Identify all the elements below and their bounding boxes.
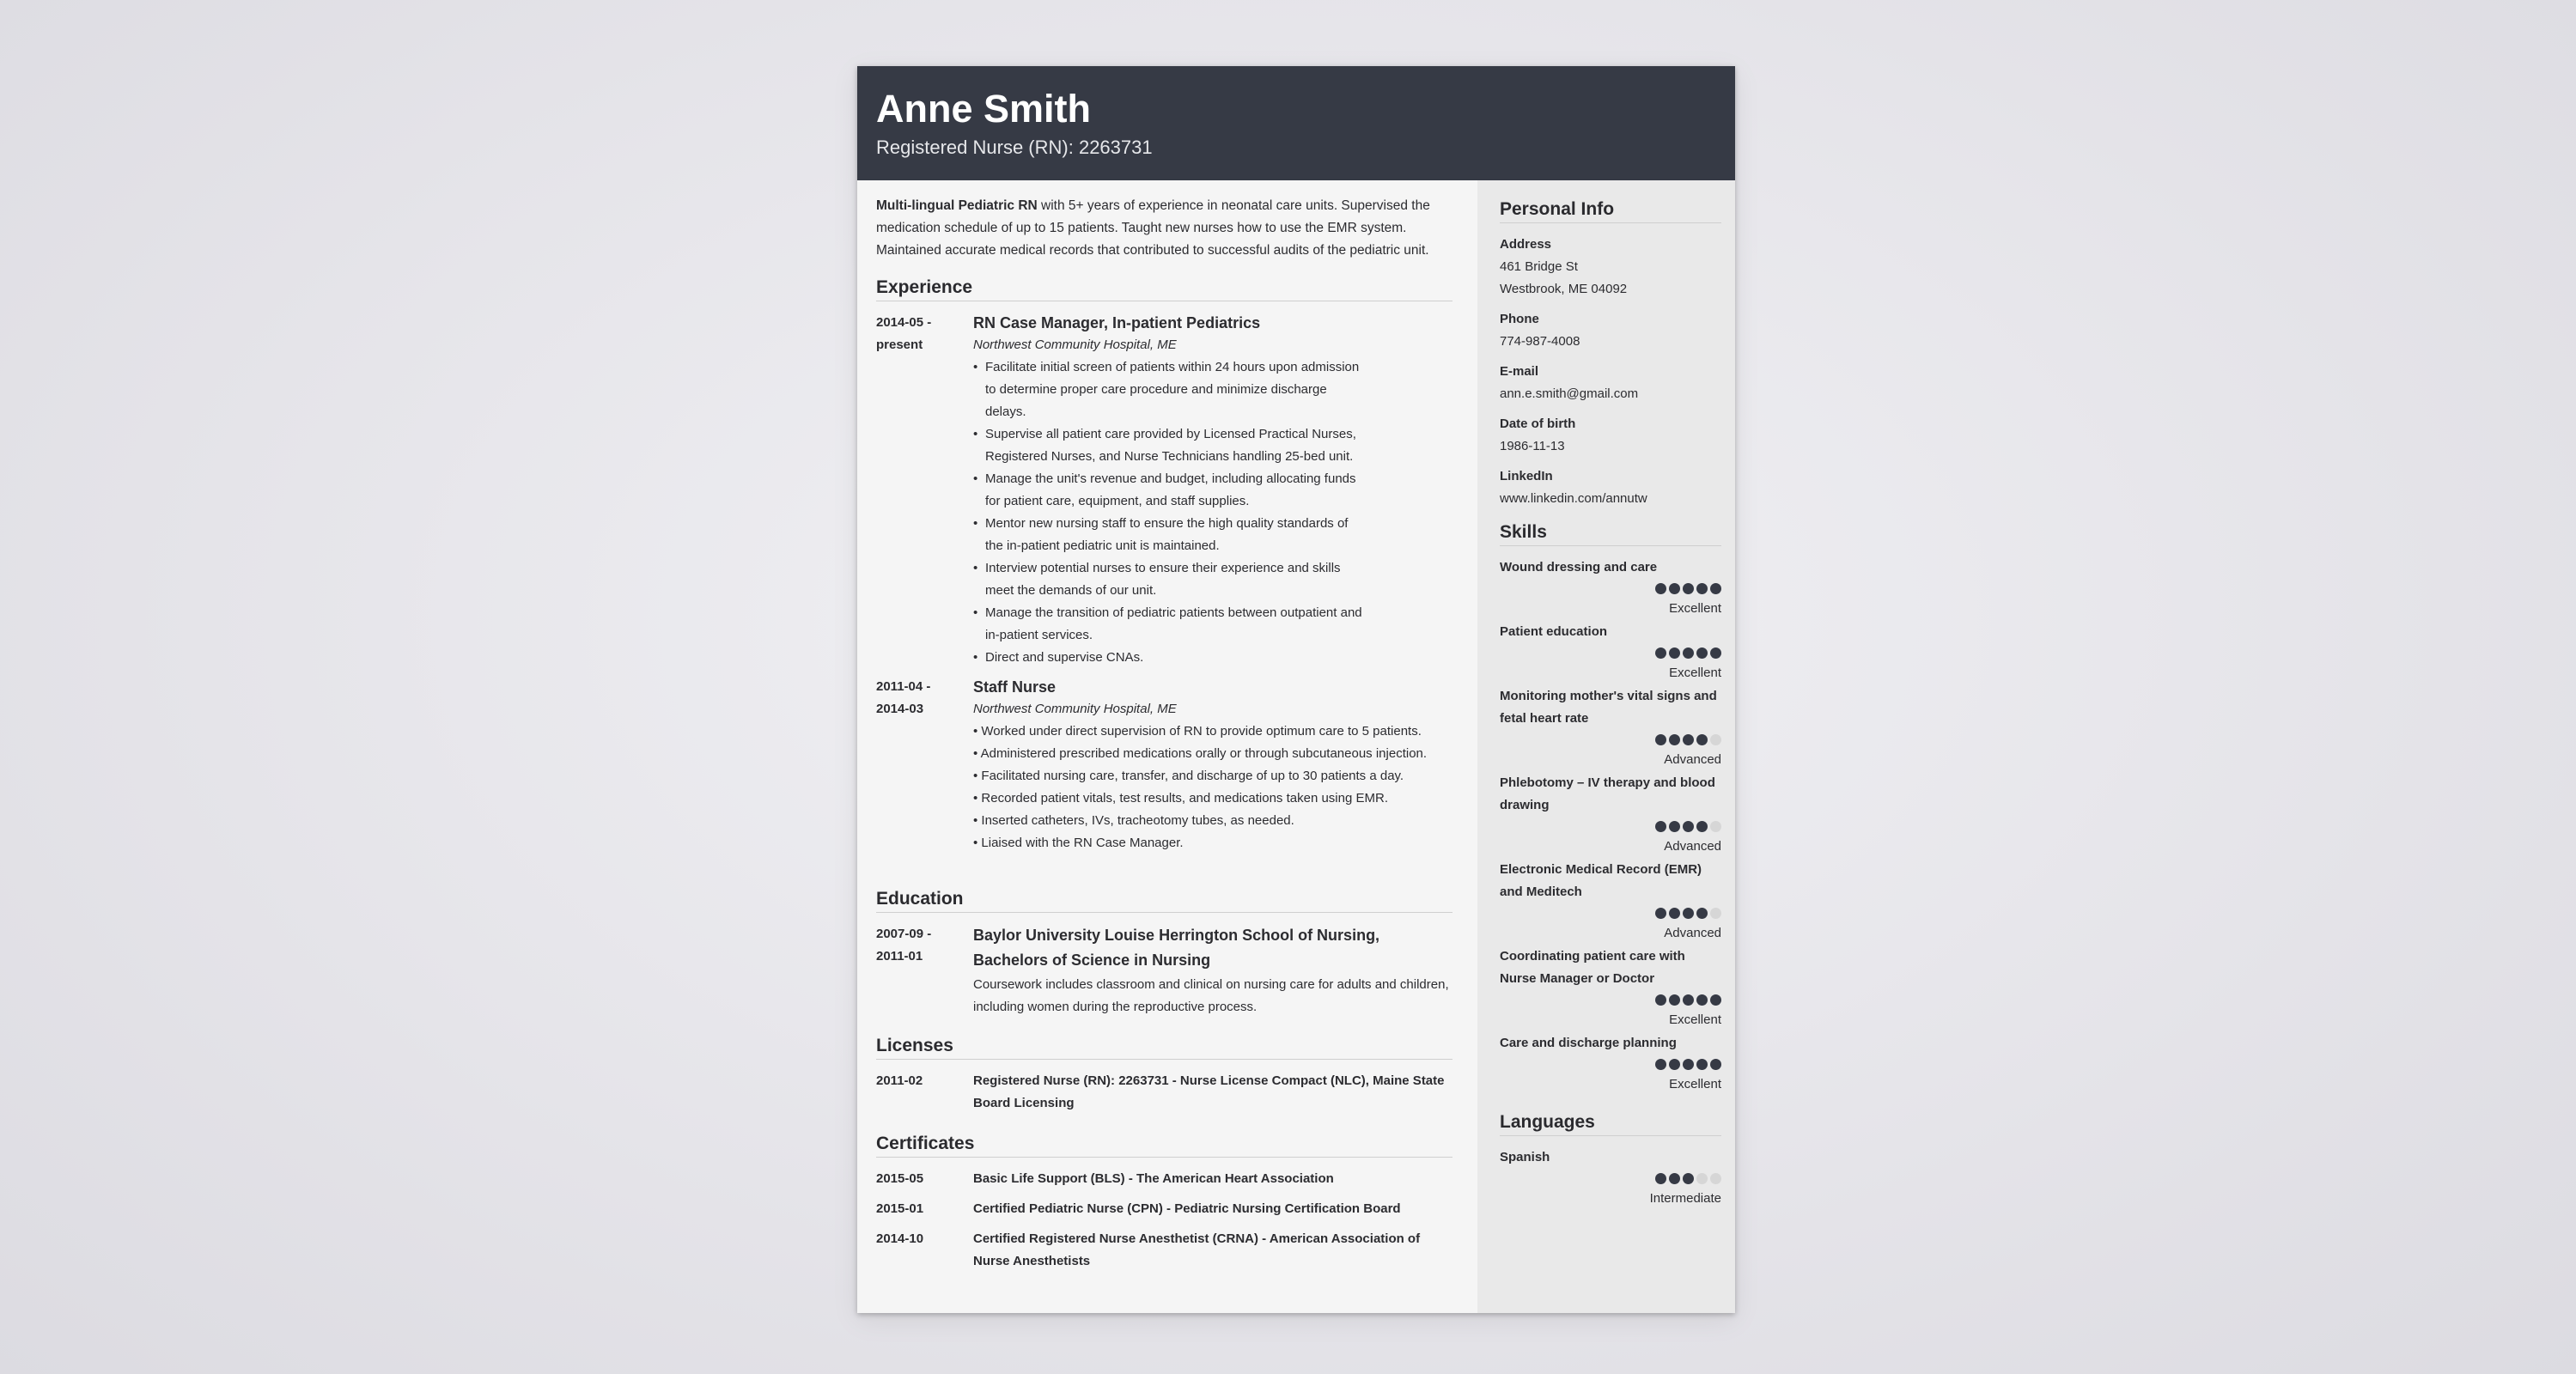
rating-dot-filled — [1655, 734, 1666, 745]
rating-dots — [1500, 821, 1721, 838]
rating-dots — [1500, 1059, 1721, 1076]
personal-info-heading: Personal Info — [1500, 199, 1721, 223]
job-bullets — [973, 356, 1452, 669]
certificate-entry — [876, 1198, 1452, 1220]
rating-dots — [1500, 647, 1721, 665]
address-label: Address — [1500, 237, 1552, 252]
dob-label: Date of birth — [1500, 416, 1576, 431]
job-lines — [973, 720, 1452, 854]
rating-dot-filled — [1683, 821, 1694, 832]
licenses-heading: Licenses — [876, 1036, 1452, 1060]
job-bullet: • Manage the transition of pediatric patients between outpatient and in-patient services. — [973, 602, 1363, 647]
rating-dot-filled — [1696, 994, 1708, 1006]
rated-item-name: Electronic Medical Record (EMR) and Meditech — [1500, 862, 1702, 899]
linkedin-label: LinkedIn — [1500, 469, 1553, 483]
candidate-name: Anne Smith — [876, 87, 1092, 131]
skills-heading: Skills — [1500, 522, 1721, 546]
rating-dot-filled — [1696, 734, 1708, 745]
license-entry — [876, 1070, 1452, 1115]
rating-dot-filled — [1669, 734, 1680, 745]
rating-dots — [1500, 734, 1721, 751]
rated-item-name: Wound dressing and care — [1500, 560, 1658, 575]
rated-item-name: Monitoring mother's vital signs and fetal heart rate — [1500, 689, 1717, 726]
rating-dots — [1500, 908, 1721, 925]
job-org: Northwest Community Hospital, ME — [973, 337, 1177, 352]
email-label: E-mail — [1500, 364, 1539, 379]
job-bullet: • Mentor new nursing staff to ensure the high quality standards of the in-patient pediatric unit is maintained. — [973, 513, 1363, 557]
resume-page — [857, 66, 1735, 1313]
job-line: • Administered prescribed medications orally or through subcutaneous injection. — [973, 746, 1428, 761]
skills-list — [1500, 556, 1721, 1093]
job-line: • Facilitated nursing care, transfer, and discharge of up to 30 patients a day. — [973, 769, 1404, 783]
job-date — [876, 312, 973, 669]
certificate-date: 2015-01 — [876, 1201, 924, 1216]
rating-dot-filled — [1710, 994, 1721, 1006]
rated-item-level: Excellent — [1669, 601, 1721, 616]
rating-dot-filled — [1655, 994, 1666, 1006]
rated-item — [1500, 1146, 1721, 1207]
job-org: Northwest Community Hospital, ME — [973, 702, 1177, 716]
rated-item — [1500, 685, 1721, 769]
education-section — [876, 889, 1452, 1018]
job-entry — [876, 676, 1452, 854]
certificate-text: Basic Life Support (BLS) - The American Heart Association — [973, 1171, 1334, 1186]
certificate-text: Certified Pediatric Nurse (CPN) - Pediatric Nursing Certification Board — [973, 1201, 1401, 1216]
rated-item — [1500, 556, 1721, 617]
candidate-title: Registered Nurse (RN): 2263731 — [876, 137, 1153, 158]
job-line: • Recorded patient vitals, test results, and medications taken using EMR. — [973, 791, 1388, 806]
job-date-end: 2014-03 — [876, 702, 924, 716]
rated-item — [1500, 772, 1721, 855]
certificate-text: Certified Registered Nurse Anesthetist (CRNA) - American Association of Nurse Anesthetists — [973, 1231, 1421, 1268]
rating-dot-filled — [1696, 821, 1708, 832]
rated-item — [1500, 1032, 1721, 1093]
languages-heading: Languages — [1500, 1112, 1721, 1136]
resume-header — [857, 66, 1735, 180]
rating-dot-filled — [1655, 1173, 1666, 1184]
summary-text: with 5+ years of experience in neonatal care units. Supervised the medication schedule of up to 15 patients. Taught new nurses how to use the EMR system. Maintained accurate medical records that contributed to successful audits of the pediatric unit. — [876, 198, 1430, 258]
address-line2: Westbrook, ME 04092 — [1500, 282, 1628, 296]
rating-dot-filled — [1669, 583, 1680, 594]
rating-dot-filled — [1683, 994, 1694, 1006]
rating-dot-empty — [1710, 908, 1721, 919]
rating-dot-filled — [1669, 821, 1680, 832]
main-column — [876, 180, 1452, 1280]
personal-info-section — [1500, 199, 1721, 510]
phone-label: Phone — [1500, 312, 1539, 326]
rated-item — [1500, 945, 1721, 1029]
rated-item-level: Excellent — [1669, 1077, 1721, 1091]
rating-dot-filled — [1655, 908, 1666, 919]
rating-dot-filled — [1669, 1173, 1680, 1184]
rating-dot-filled — [1669, 647, 1680, 659]
job-line: • Inserted catheters, IVs, tracheotomy tubes, as needed. — [973, 813, 1294, 828]
rated-item-level: Advanced — [1664, 752, 1721, 767]
job-date-start: 2014-05 - — [876, 315, 932, 330]
rating-dots — [1500, 994, 1721, 1012]
rating-dot-empty — [1710, 821, 1721, 832]
job-date-start: 2011-04 - — [876, 679, 931, 694]
email-value: ann.e.smith@gmail.com — [1500, 386, 1639, 401]
certificates-heading: Certificates — [876, 1134, 1452, 1158]
rated-item-level: Intermediate — [1649, 1191, 1721, 1206]
education-entry — [876, 923, 1452, 1018]
certificate-date: 2014-10 — [876, 1231, 924, 1246]
address-line1: 461 Bridge St — [1500, 259, 1578, 274]
summary — [876, 195, 1452, 262]
languages-section — [1500, 1112, 1721, 1207]
certificate-date: 2015-05 — [876, 1171, 924, 1186]
certificate-entry — [876, 1228, 1452, 1273]
job-entry — [876, 312, 1452, 669]
education-heading: Education — [876, 889, 1452, 913]
rated-item-name: Coordinating patient care with Nurse Manager or Doctor — [1500, 949, 1685, 986]
experience-heading: Experience — [876, 277, 1452, 301]
job-bullet: • Direct and supervise CNAs. — [973, 647, 1363, 669]
job-bullet: • Facilitate initial screen of patients within 24 hours upon admission to determine proper care procedure and minimize discharge delays. — [973, 356, 1363, 423]
licenses-section — [876, 1036, 1452, 1115]
summary-lead: Multi-lingual Pediatric RN — [876, 198, 1038, 213]
rating-dot-empty — [1696, 1173, 1708, 1184]
certificate-entry — [876, 1168, 1452, 1190]
job-date — [876, 676, 973, 854]
dob-value: 1986-11-13 — [1500, 439, 1565, 453]
rated-item-name: Care and discharge planning — [1500, 1036, 1677, 1050]
sidebar — [1477, 180, 1735, 1313]
rated-item — [1500, 621, 1721, 682]
license-text: Registered Nurse (RN): 2263731 - Nurse License Compact (NLC), Maine State Board Licensing — [973, 1073, 1445, 1110]
rating-dot-filled — [1683, 908, 1694, 919]
rated-item-name: Phlebotomy – IV therapy and blood drawing — [1500, 775, 1715, 812]
education-date-end: 2011-01 — [876, 949, 923, 964]
rating-dot-filled — [1669, 1059, 1680, 1070]
experience-section — [876, 277, 1452, 854]
license-date: 2011-02 — [876, 1073, 923, 1088]
rated-item-level: Excellent — [1669, 666, 1721, 680]
rating-dot-filled — [1683, 583, 1694, 594]
rating-dot-filled — [1710, 647, 1721, 659]
rating-dot-filled — [1669, 994, 1680, 1006]
rating-dot-filled — [1655, 1059, 1666, 1070]
rating-dots — [1500, 583, 1721, 600]
rated-item-level: Advanced — [1664, 926, 1721, 940]
certificates-section — [876, 1134, 1452, 1273]
job-title: RN Case Manager, In-patient Pediatrics — [973, 314, 1261, 331]
rating-dot-filled — [1696, 1059, 1708, 1070]
education-desc: Coursework includes classroom and clinical on nursing care for adults and children, including women during the reproductive process. — [973, 977, 1449, 1014]
rating-dot-filled — [1696, 647, 1708, 659]
rating-dot-filled — [1683, 734, 1694, 745]
rated-item — [1500, 859, 1721, 942]
job-date-end: present — [876, 337, 923, 352]
rating-dot-filled — [1655, 647, 1666, 659]
rating-dot-filled — [1683, 647, 1694, 659]
rating-dot-empty — [1710, 734, 1721, 745]
job-bullet: • Supervise all patient care provided by Licensed Practical Nurses, Registered Nurses, and Nurse Technicians handling 25-bed unit. — [973, 423, 1363, 468]
job-bullet: • Manage the unit's revenue and budget, including allocating funds for patient care, equipment, and staff supplies. — [973, 468, 1363, 513]
rating-dot-filled — [1669, 908, 1680, 919]
rating-dot-filled — [1710, 1059, 1721, 1070]
job-line: • Worked under direct supervision of RN to provide optimum care to 5 patients. — [973, 724, 1422, 739]
rating-dot-filled — [1696, 908, 1708, 919]
job-line: • Liaised with the RN Case Manager. — [973, 836, 1184, 850]
rating-dot-filled — [1655, 821, 1666, 832]
rated-item-level: Advanced — [1664, 839, 1721, 854]
rating-dots — [1500, 1173, 1721, 1190]
rating-dot-empty — [1710, 1173, 1721, 1184]
skills-section — [1500, 522, 1721, 1093]
rating-dot-filled — [1683, 1059, 1694, 1070]
linkedin-value: www.linkedin.com/annutw — [1500, 491, 1647, 506]
rated-item-name: Patient education — [1500, 624, 1608, 639]
job-bullet: • Interview potential nurses to ensure their experience and skills meet the demands of our unit. — [973, 557, 1363, 602]
rating-dot-filled — [1683, 1173, 1694, 1184]
rating-dot-filled — [1655, 583, 1666, 594]
languages-list — [1500, 1146, 1721, 1207]
rated-item-name: Spanish — [1500, 1150, 1550, 1164]
phone-value: 774-987-4008 — [1500, 334, 1580, 349]
rating-dot-filled — [1696, 583, 1708, 594]
education-date-start: 2007-09 - — [876, 927, 932, 941]
job-title: Staff Nurse — [973, 678, 1057, 696]
rating-dot-filled — [1710, 583, 1721, 594]
education-title: Baylor University Louise Herrington School of Nursing, Bachelors of Science in Nursing — [973, 927, 1380, 969]
education-date — [876, 923, 973, 1018]
rated-item-level: Excellent — [1669, 1012, 1721, 1027]
